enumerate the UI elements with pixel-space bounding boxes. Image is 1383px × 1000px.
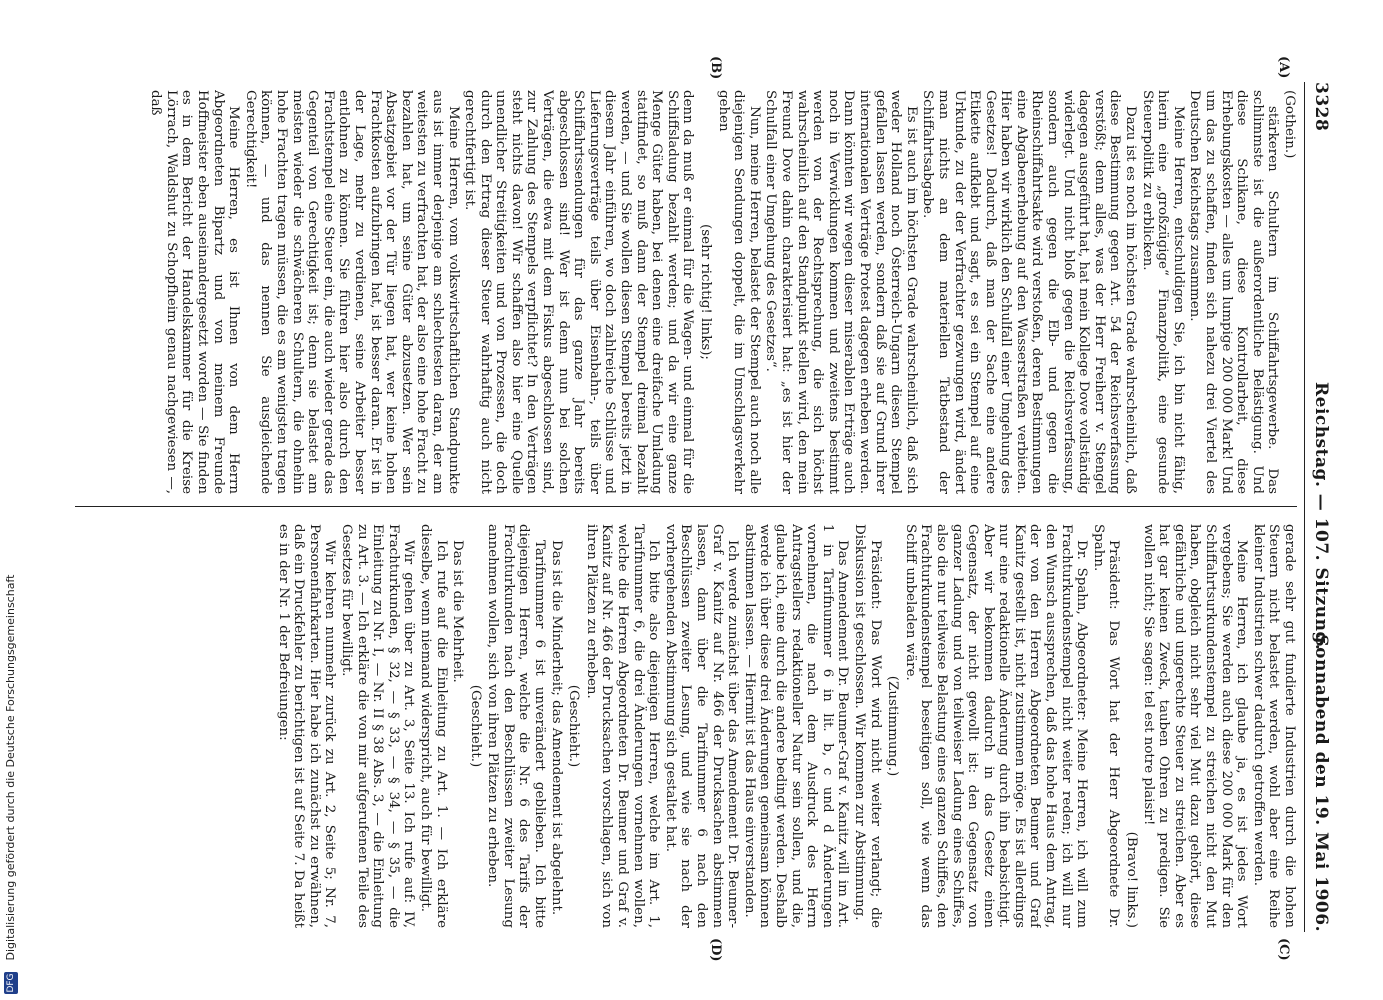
paragraph: Es ist auch im höchsten Grade wahrscheinlich, daß sich weder Holland noch Österreich-Ungarn diesen Stempel gefallen lassen werden, sondern daß sie auf Grund ihrer internationalen Verträge Protest dagegen erheben werden. Dann könnten wir wegen dieser miserablen Erträge auch noch in Verwicklungen kommen und zweitens bestimmt werden von der Rechtsprechung, die sich höchst wahrscheinlich auf den Standpunkt stellen wird, den mein Freund Dove dahin charakterisiert hat: „es ist hier der Schulfall einer Umgehung des Gesetzes“.	[763, 90, 919, 494]
paragraph: Dazu ist es noch im höchsten Grade wahrscheinlich, daß diese Bestimmung gegen Art. 54 der Reichsverfassung verstößt; denn alles, was der Herr Freiherr v. Stengel dagegen ausgeführt hat, hat mein Kollege Dove vollständig widerlegt. Und nicht bloß gegen die Reichsverfassung, sondern auch gegen die Elb- und gegen die Rheinschiffahrtsakte wird verstoßen, deren Bestimmungen eine Abgabenerhebung auf den Wasserstraßen verbieten. Hier haben wir wirklich den Schulfall einer Umgehung des Gesetzes! Dadurch, daß man der Sache eine andere Etikette aufklebt und sagt, es sei ein Stempel auf eine Urkunde, zu der der Verfrachter gezwungen wird, ändert man nichts an dem materiellen Tatbestand der Schiffahrtsabgabe.	[920, 90, 1139, 494]
paragraph: Ich rufe auf die Einleitung zu Art. 1. — Ich erkläre dieselbe, wenn niemand widerspricht, auch für bewilligt.	[417, 524, 449, 928]
paragraph: Meine Herren, ich glaube ja, es ist jedes Wort vergebens; Sie werden auch diese 200 000 Mark für den Schiffahrtsurkundenstempel zu streichen nicht den Mut haben, obgleich nicht sehr viel Mut dazu gehört, diese gefährliche und ungerechte Steuer zu streichen. Aber es hat gar keinen Zweck, tauben Ohren zu predigen. Sie wollen nicht; Sie sagen: tel est notre plaisir!	[1140, 524, 1250, 928]
interjection: (Bravo! links.)	[1124, 831, 1140, 928]
paragraph: Präsident: Das Wort wird nicht weiter verlangt; die Diskussion ist geschlossen. Wir kommen zur Abstimmung.	[851, 524, 883, 928]
paragraph: stärkeren Schultern im Schiffahrtsgewerbe. Das schlimmste ist die außerordentliche Belästigung. Und diese Schikane, diese Kontrollarbeit, diese Erhebungskosten — alles um lumpige 200 000 Mark! Und um das zu schaffen, finden sich nahezu drei Viertel des Deutschen Reichstags zusammen.	[1187, 90, 1281, 494]
paragraph: Ich werde zunächst über das Amendement Dr. Beumer-Graf v. Kanitz auf Nr. 466 der Drucksachen abstimmen lassen, dann über die Tarifnummer 6 nach den Beschlüssen zweiter Lesung, und wie sie nach der vorhergehenden Abstimmung sich gestaltet hat.	[662, 524, 741, 928]
session-date: Sonnabend den 19. Mai 1906.	[1311, 634, 1331, 932]
interjection: (sehr richtig! links);	[698, 224, 714, 360]
dfg-logo: DFG	[6, 973, 16, 993]
paragraph: denn da muß er einmal für die Wagen- und einmal für die Schiffsladung bezahlt werden; und da wir eine ganze Menge Güter haben, bei denen eine dreifache Umladung stattfindet, so muß dann der Stempel dreimal bezahlt werden, — und Sie wollen diesen Stempel bereits jetzt in diesem Jahr einführen, wo doch zahlreiche Schlüsse und Lieferungsverträge teils über Eisenbahn-, teils über Schiffahrtssendungen für das ganze Jahr bereits abgeschlossen sind! Wer ist denn nun bei solchen Verträgen, die etwa mit dem Fiskus abgeschlossen sind, zur Zahlung des Stempels verpflichtet? In den Verträgen steht nichts davon! Wir schaffen also hier eine Quelle unendlicher Streitigkeiten und von Prozessen, die doch durch den Ertrag dieser Steuer wahrhaftig auch nicht gerechtfertigt ist.	[462, 90, 696, 494]
interjection: (Geschieht.)	[467, 684, 483, 768]
paragraph: Wir gehen über zu Art. 3, Seite 13. Ich rufe auf: IV, Frachturkunden, § 32, — § 33, — § 34, — § 35, — die Einleitung zu Nr. I, — Nr. II § 38 Abs. 3, — die Einleitung zu Art. 3. — Ich erkläre die von mir aufgerufenen Teile des Gesetzes für bewilligt.	[338, 524, 417, 928]
paragraph: Meine Herren, vom volkswirtschaftlichen Standpunkte aus ist immer derjenige am schlechtesten daran, der am weitesten zu verfrachten hat, der also eine hohe Fracht zu bezahlen hat, um seine Güter abzusetzen. Wer sein Absatzgebiet vor der Tür liegen hat, wer keine hohen Frachtkosten aufzubringen hat, ist besser daran. Er ist in der Lage, mehr zu verdienen, seine Arbeiter besser entlohnen zu können. Sie führen hier also durch den Frachtstempel eine Steuer ein, die auch wieder gerade das Gegenteil von Gerechtigkeit ist; denn sie belastet am meisten wieder die schwächeren Schultern, die ohnehin hohe Frachten tragen müssen, die es am wenigsten tragen können, — und das nennen Sie ausgleichende Gerechtigkeit!	[242, 90, 461, 494]
rotated-page	[71, 56, 1333, 962]
paragraph: Das ist die Mehrheit.	[450, 540, 466, 683]
funding-credit-text: Digitalisierung gefördert durch die Deutsche Forschungsgemeinschaft	[4, 574, 17, 961]
paragraph: Wir kehren nunmehr zurück zu Art. 2, Seite 5; Nr. 7, Personenfahrkarten. Hier habe ich zunächst zu erwähnen, daß ein Druckfehler zu berichtigen ist auf Seite 7. Da heißt es in der Nr. 1 der Befreiungen:	[275, 524, 338, 928]
page-header	[1307, 82, 1333, 932]
paragraph: Meine Herren, entschuldigen Sie, ich bin nicht fähig, hierin eine „großzügige“ Finanzpolitik, eine gesunde Steuerpolitik zu erblicken.	[1139, 90, 1186, 494]
right-column	[77, 524, 1297, 928]
speaker-tag: (Gothein.)	[1282, 90, 1297, 159]
column-divider	[75, 506, 1297, 507]
page-number: 3328	[1311, 82, 1331, 132]
paragraph: Dr. Spahn, Abgeordneter: Meine Herren, ich will zum Frachturkundenstempel nicht weiter reden; ich will nur den Wunsch aussprechen, daß das hohe Haus dem Antrag, der von den Herren Abgeordneten Beumer und Graf Kanitz gestellt ist, nicht zustimmen möge. Es ist allerdings nur eine redaktionelle Änderung durch ihn beabsichtigt. Aber wir bekommen dadurch in das Gesetz einen Gegensatz, der nicht gewollt ist: den Gegensatz von ganzer Ladung und von teilweiser Ladung eines Schiffes, also die nur teilweise Belastung eines ganzen Schiffes, den Frachturkundenstempel beseitigen soll, wie wenn das Schiff unbeladen wäre.	[902, 524, 1090, 928]
margin-marker-b: (B)	[708, 56, 723, 80]
margin-marker-c: (C)	[1276, 938, 1291, 961]
paragraph: Nun, meine Herren, belastet der Stempel auch noch alle diejenigen Sendungen doppelt, die im Umschlagsverkehr gehen	[715, 90, 762, 494]
paragraph: Das ist die Minderheit; das Amendement ist abgelehnt.	[548, 540, 564, 916]
president-line: Präsident: Das Wort hat der Herr Abgeordnete Dr. Spahn.	[1090, 524, 1122, 928]
paragraph: Meine Herren, es ist Ihnen von dem Herrn Abgeordneten Bipartz und von meinem Freunde Hoffmeister eben auseinandergesetzt worden — Sie finden es in dem Bericht der Handelskammer für die Kreise Lörrach, Waldshut zu Schopfheim genau nachgewiesen —, daß	[148, 90, 242, 494]
interjection: (Zustimmung.)	[885, 675, 901, 777]
interjection: (Geschieht.)	[566, 684, 582, 768]
running-title: Reichstag. — 107. Sitzung.	[1311, 382, 1331, 651]
margin-marker-a: (A)	[1276, 56, 1291, 79]
margin-marker-d: (D)	[708, 938, 723, 962]
paragraph: Das Amendement Dr. Beumer-Graf v. Kanitz will im Art. 1 in Tarifnummer 6 in lit. b, c und d Änderungen vornehmen, die nach dem Ausdruck des Herrn Antragstellers redaktioneller Natur sein sollen, und die, glaube ich, eine durch die andere bedingt werden. Deshalb werde ich über diese drei Änderungen gemeinsam können abstimmen lassen. — Hiermit ist das Haus einverstanden.	[741, 524, 851, 928]
funding-credit	[2, 0, 20, 1000]
left-column	[77, 90, 1297, 494]
paragraph: Tarifnummer 6 ist unverändert geblieben. Ich bitte diejenigen Herren, welche die Nr. 6 des Tarifs der Frachturkunden nach den Beschlüssen zweiter Lesung annehmen wollen, sich von ihren Plätzen zu erheben.	[485, 524, 548, 928]
paragraph: Ich bitte also diejenigen Herren, welche im Art. 1, Tarifnummer 6, die drei Änderungen vornehmen wollen, welche die Herren Abgeordneten Dr. Beumer und Graf v. Kanitz auf Nr. 466 der Drucksachen vorschlagen, sich von ihren Plätzen zu erheben.	[583, 524, 662, 928]
paragraph: gerade sehr gut fundierte Industrien durch die hohen Steuern nicht belastet werden, wohl aber eine Reihe kleiner Industrien schwer dadurch getroffen werden.	[1250, 524, 1297, 928]
header-rule	[1304, 82, 1305, 932]
